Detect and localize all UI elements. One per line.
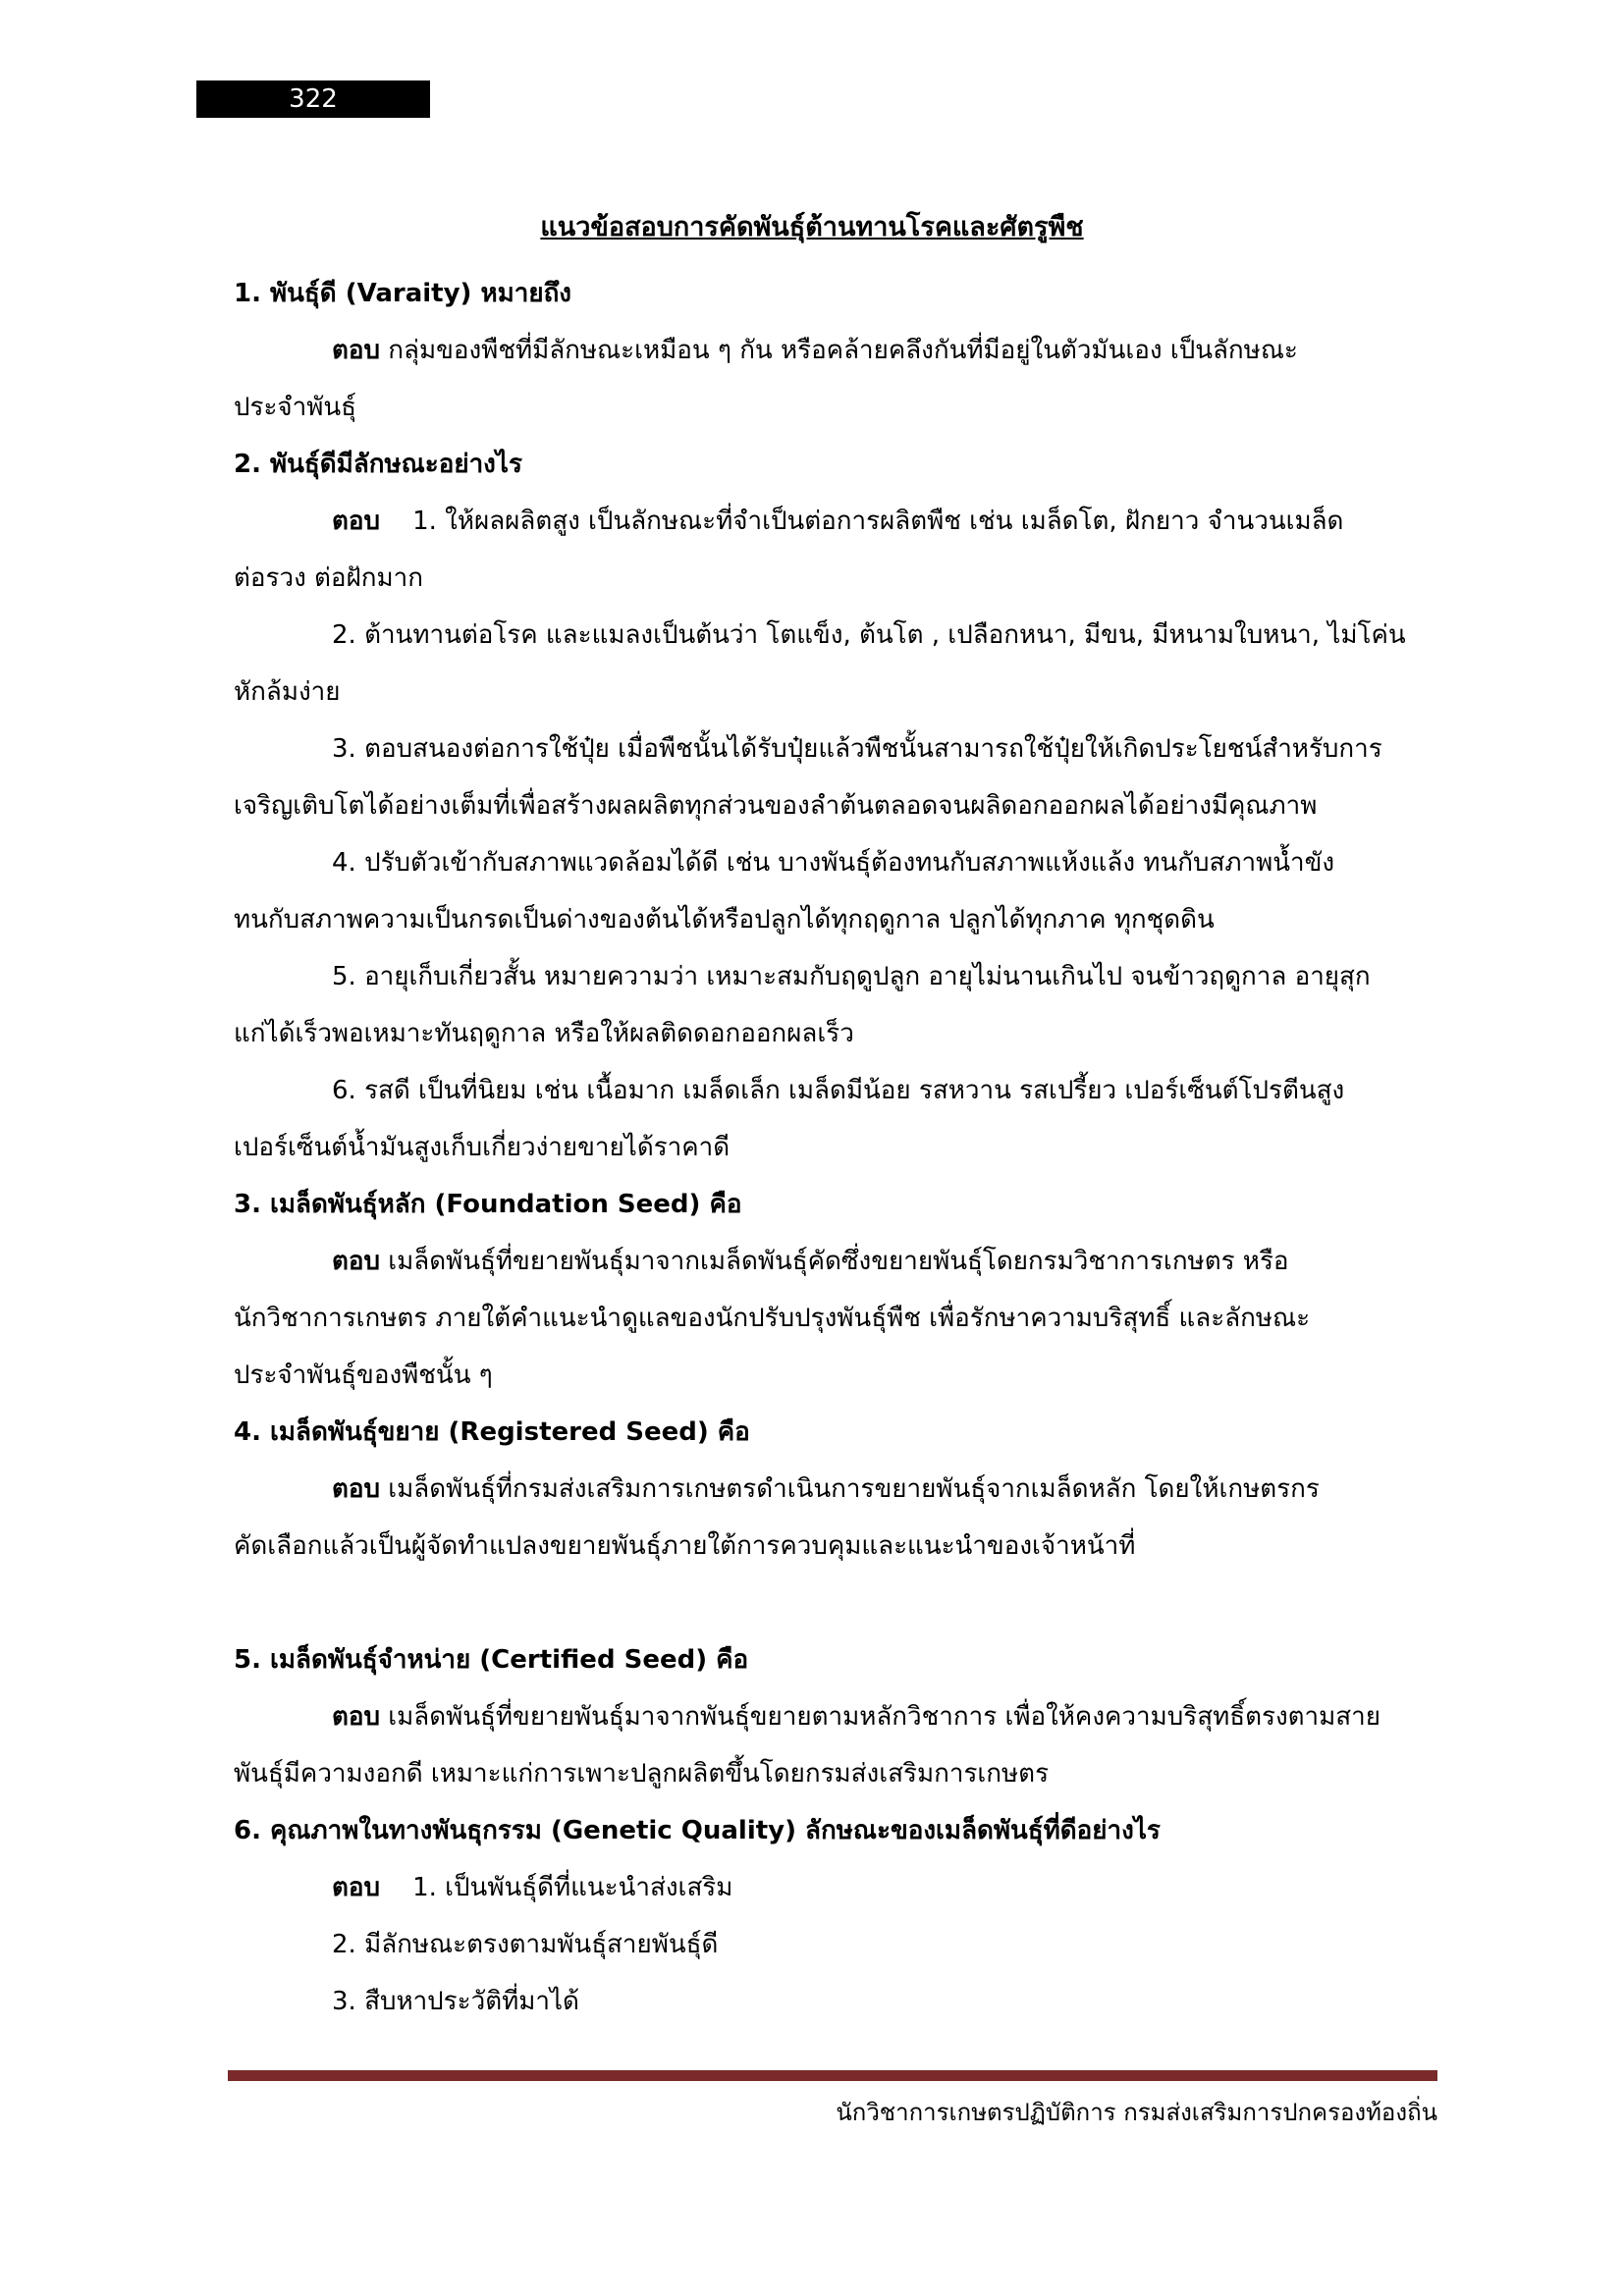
- footer-text: นักวิชาการเกษตรปฏิบัติการ กรมส่งเสริมการปกครองท้องถิ่น: [836, 2099, 1437, 2126]
- list-item-text: เปอร์เซ็นต์น้ำมันสูงเก็บเกี่ยวง่ายขายได้ราคาดี: [234, 1133, 731, 1162]
- answer-label: ตอบ: [332, 1247, 381, 1276]
- list-item-text: 4. ปรับตัวเข้ากับสภาพแวดล้อมได้ดี เช่น บางพันธุ์ต้องทนกับสภาพแห้งแล้ง ทนกับสภาพน้ำขัง: [332, 848, 1335, 878]
- list-item: [234, 1062, 1441, 1176]
- page-number: 322: [196, 80, 430, 118]
- answer-paragraph: [234, 1461, 1441, 1575]
- list-item: [234, 1916, 1441, 1973]
- list-item-text: 6. รสดี เป็นที่นิยม เช่น เนื้อมาก เมล็ดเล็ก เมล็ดมีน้อย รสหวาน รสเปรี้ยว เปอร์เซ็นต์โปรตีนสูง: [332, 1076, 1345, 1105]
- list-item-text: เจริญเติบโตได้อย่างเต็มที่เพื่อสร้างผลผลิตทุกส่วนของลำต้นตลอดจนผลิดอกออกผลได้อย่างมีคุณภาพ: [234, 791, 1318, 821]
- answer-text: กลุ่มของพืชที่มีลักษณะเหมือน ๆ กัน หรือคล้ายคลึงกันที่มีอยู่ในตัวมันเอง เป็นลักษณะ: [388, 336, 1298, 365]
- list-item-text: หักล้มง่าย: [234, 677, 341, 707]
- answer-text: คัดเลือกแล้วเป็นผู้จัดทำแปลงขยายพันธุ์ภายใต้การควบคุมและแนะนำของเจ้าหน้าที่: [234, 1531, 1136, 1561]
- blank-line: [234, 1575, 1441, 1631]
- list-item-text: 2. ต้านทานต่อโรค และแมลงเป็นต้นว่า โตแข็ง, ต้นโต , เปลือกหนา, มีขน, มีหนามใบหนา, ไม่โค่น: [332, 620, 1406, 650]
- answer-text: พันธุ์มีความงอกดี เหมาะแก่การเพาะปลูกผลิตขึ้นโดยกรมส่งเสริมการเกษตร: [234, 1759, 1050, 1789]
- answer-text: เมล็ดพันธุ์ที่กรมส่งเสริมการเกษตรดำเนินการขยายพันธุ์จากเมล็ดหลัก โดยให้เกษตรกร: [388, 1474, 1320, 1504]
- list-item: [234, 834, 1441, 948]
- qa-content: [234, 265, 1441, 2030]
- answer-label: ตอบ: [332, 336, 381, 365]
- list-item-text: 2. มีลักษณะตรงตามพันธุ์สายพันธุ์ดี: [332, 1930, 719, 1959]
- question-heading: 2. พันธุ์ดีมีลักษณะอย่างไร: [234, 450, 522, 479]
- answer-paragraph: [234, 1233, 1441, 1404]
- answer-text: เมล็ดพันธุ์ที่ขยายพันธุ์มาจากพันธุ์ขยายตามหลักวิชาการ เพื่อให้คงความบริสุทธิ์ตรงตามสาย: [388, 1702, 1380, 1732]
- list-item: [234, 607, 1441, 721]
- question-heading: 5. เมล็ดพันธุ์จำหน่าย (Certified Seed) คือ: [234, 1645, 749, 1675]
- footer-divider: [228, 2070, 1437, 2081]
- list-item: [234, 948, 1441, 1062]
- question-heading: 6. คุณภาพในทางพันธุกรรม (Genetic Quality) ลักษณะของเมล็ดพันธุ์ที่ดีอย่างไร: [234, 1816, 1161, 1845]
- question-heading: 4. เมล็ดพันธุ์ขยาย (Registered Seed) คือ: [234, 1417, 750, 1447]
- document-title: แนวข้อสอบการคัดพันธุ์ต้านทานโรคและศัตรูพืช: [540, 212, 1084, 242]
- answer-paragraph: [234, 493, 1441, 607]
- answer-paragraph: [234, 1859, 1441, 1916]
- question-heading: 1. พันธุ์ดี (Varaity) หมายถึง: [234, 279, 572, 308]
- answer-text: นักวิชาการเกษตร ภายใต้คำแนะนำดูแลของนักปรับปรุงพันธุ์พืช เพื่อรักษาความบริสุทธิ์ และลักษณะ: [234, 1304, 1311, 1333]
- list-item-text: 3. สืบหาประวัติที่มาได้: [332, 1987, 579, 2016]
- list-item: [234, 1973, 1441, 2030]
- answer-label: ตอบ: [332, 1702, 381, 1732]
- list-item-text: ทนกับสภาพความเป็นกรดเป็นด่างของต้นได้หรือปลูกได้ทุกฤดูกาล ปลูกได้ทุกภาค ทุกชุดดิน: [234, 905, 1215, 934]
- answer-label: ตอบ: [332, 1873, 381, 1902]
- answer-text: 1. เป็นพันธุ์ดีที่แนะนำส่งเสริม: [412, 1873, 733, 1902]
- list-item-text: 5. อายุเก็บเกี่ยวสั้น หมายความว่า เหมาะสมกับฤดูปลูก อายุไม่นานเกินไป จนข้าวฤดูกาล อายุสุก: [332, 962, 1371, 991]
- answer-text: ต่อรวง ต่อฝักมาก: [234, 563, 423, 593]
- answer-label: ตอบ: [332, 1474, 381, 1504]
- list-item-text: แก่ได้เร็วพอเหมาะทันฤดูกาล หรือให้ผลติดดอกออกผลเร็ว: [234, 1019, 854, 1048]
- answer-text: ประจำพันธุ์: [234, 393, 357, 422]
- list-item-text: 3. ตอบสนองต่อการใช้ปุ๋ย เมื่อพืชนั้นได้รับปุ๋ยแล้วพืชนั้นสามารถใช้ปุ๋ยให้เกิดประโยชน์สำหรับการ: [332, 734, 1382, 764]
- answer-paragraph: [234, 322, 1441, 436]
- answer-label: ตอบ: [332, 507, 381, 536]
- list-item: [234, 721, 1441, 834]
- answer-text: ประจำพันธุ์ของพืชนั้น ๆ: [234, 1361, 493, 1390]
- question-heading: 3. เมล็ดพันธุ์หลัก (Foundation Seed) คือ: [234, 1190, 742, 1219]
- answer-paragraph: [234, 1688, 1441, 1802]
- answer-text: เมล็ดพันธุ์ที่ขยายพันธุ์มาจากเมล็ดพันธุ์คัดซึ่งขยายพันธุ์โดยกรมวิชาการเกษตร หรือ: [388, 1247, 1289, 1276]
- answer-text: 1. ให้ผลผลิตสูง เป็นลักษณะที่จำเป็นต่อการผลิตพืช เช่น เมล็ดโต, ฝักยาว จำนวนเมล็ด: [412, 507, 1344, 536]
